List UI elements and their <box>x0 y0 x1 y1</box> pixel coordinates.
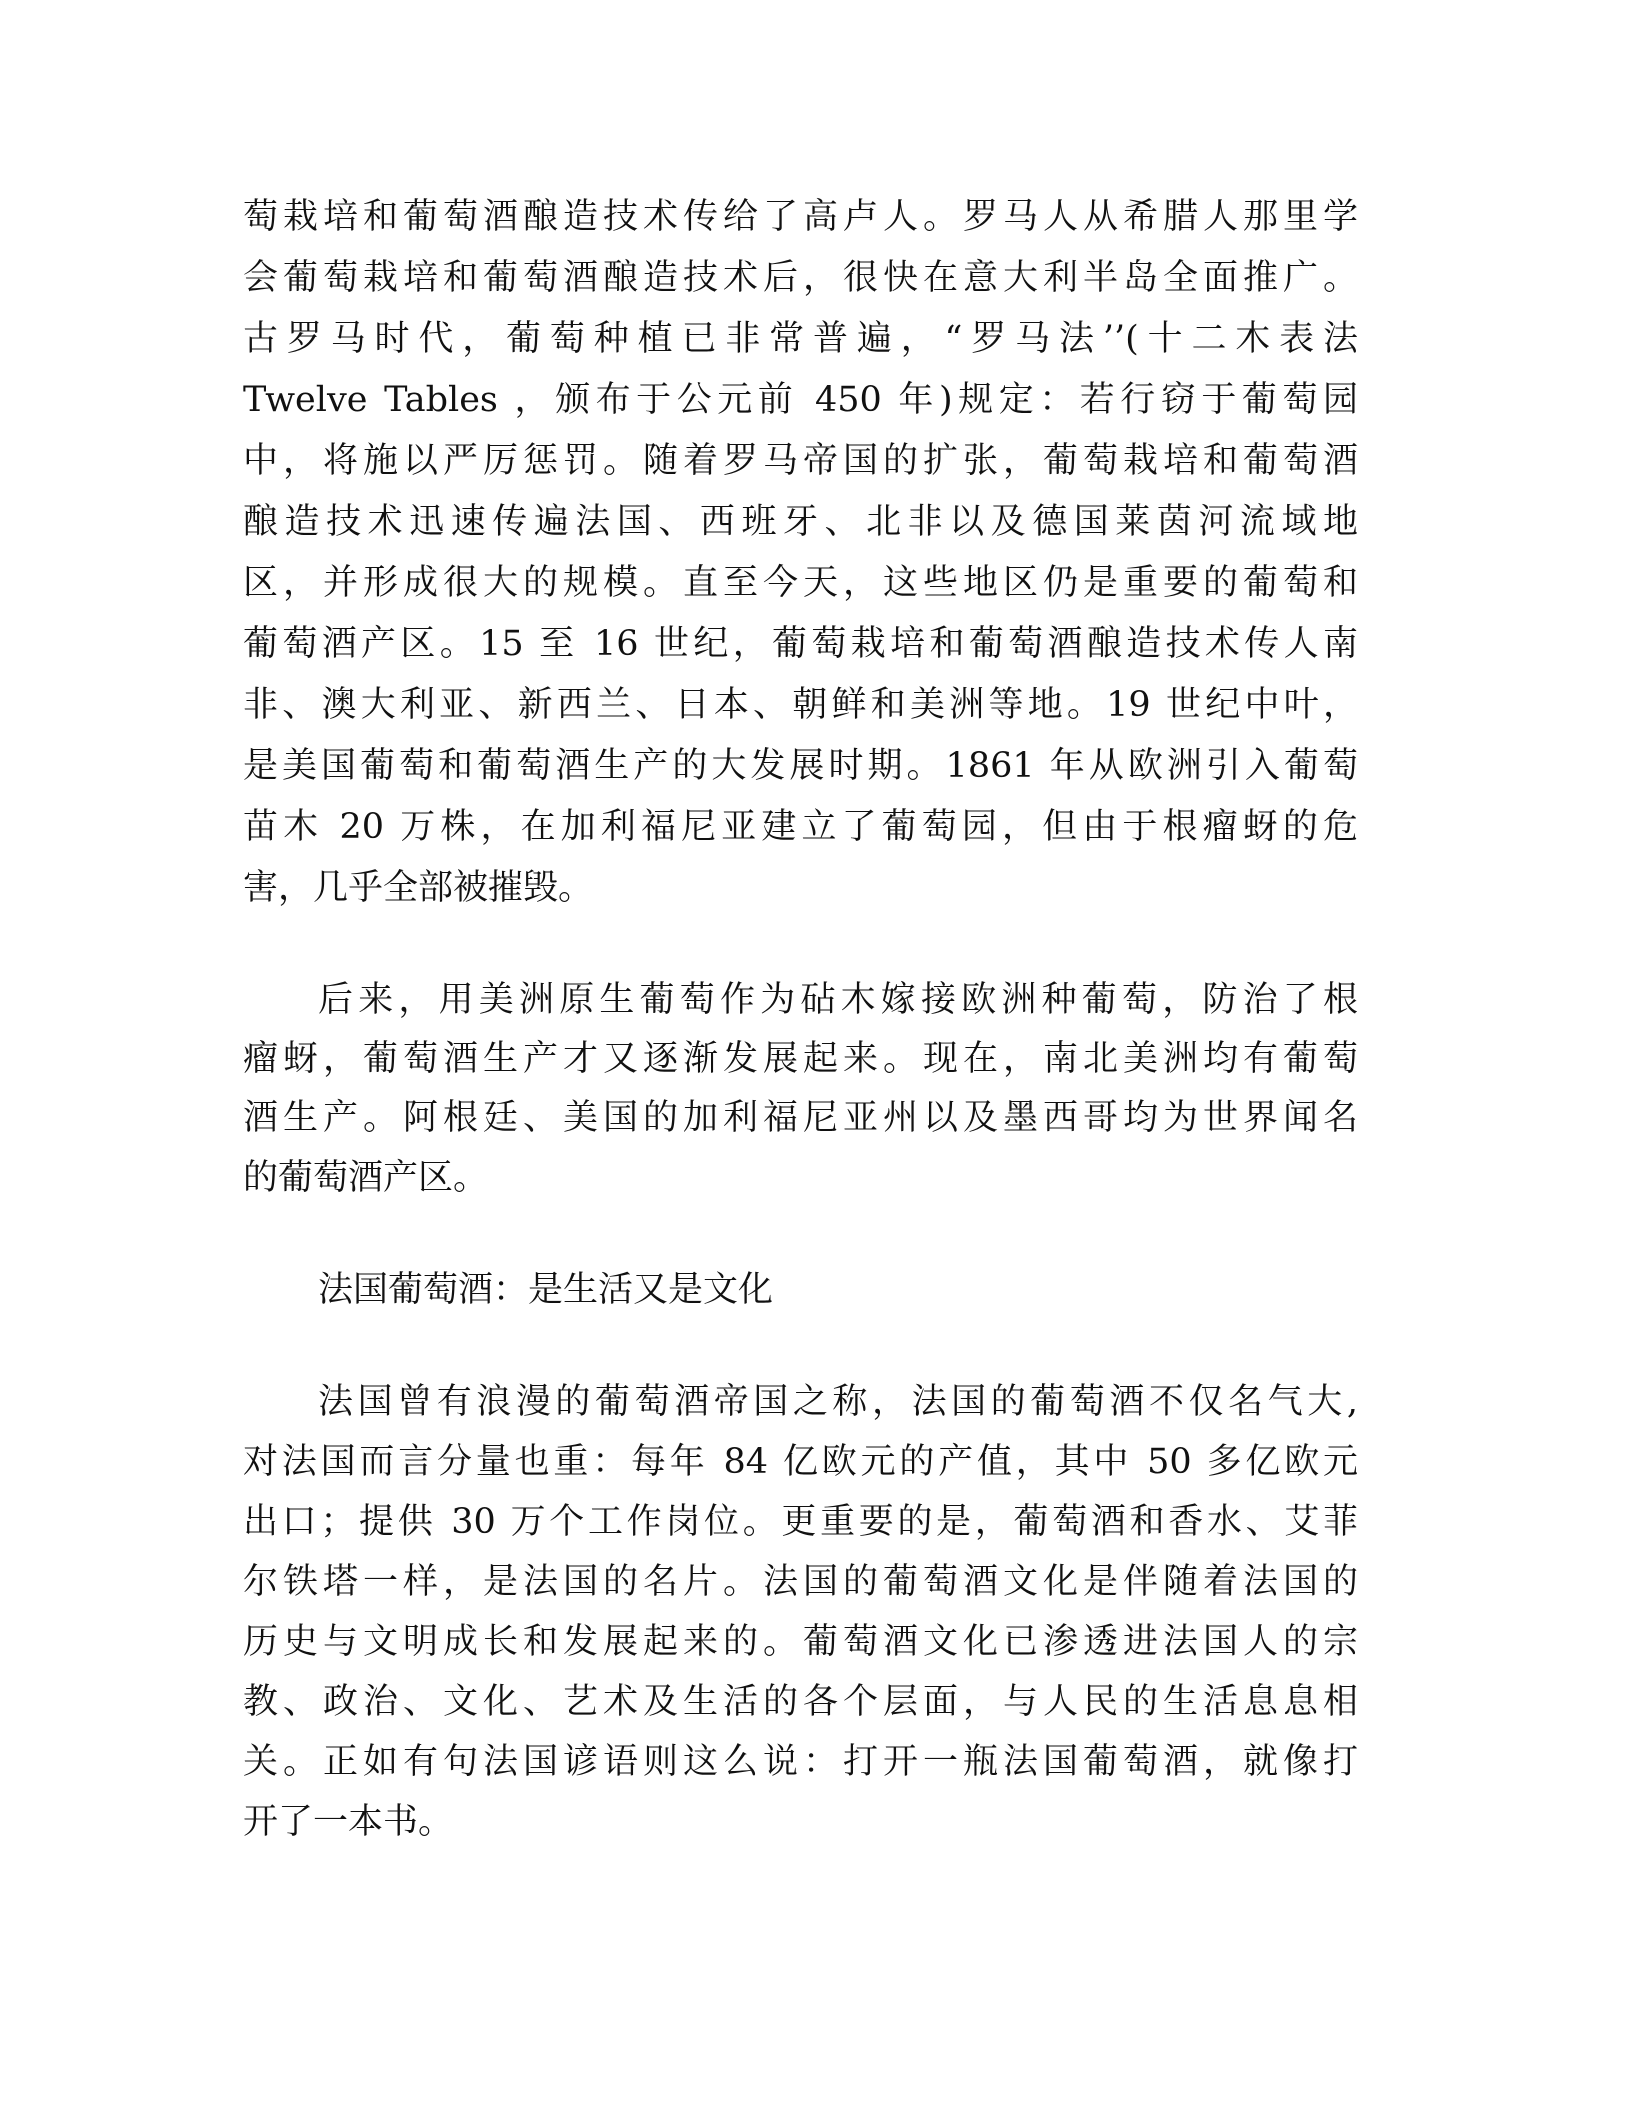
paragraph-line: 教、政治、文化、艺术及生活的各个层面，与人民的生活息息相 <box>243 1682 1358 1722</box>
paragraph-line: 尔铁塔一样，是法国的名片。法国的葡萄酒文化是伴随着法国的 <box>243 1562 1358 1602</box>
paragraph-line: 酿造技术迅速传遍法国、西班牙、北非以及德国莱茵河流域地 <box>243 502 1358 542</box>
paragraph-line: 法国曾有浪漫的葡萄酒帝国之称，法国的葡萄酒不仅名气大, <box>318 1382 1358 1422</box>
paragraph-line: 萄栽培和葡萄酒酿造技术传给了高卢人。罗马人从希腊人那里学 <box>243 197 1358 237</box>
paragraph-line: 苗木 20 万株，在加利福尼亚建立了葡萄园，但由于根瘤蚜的危 <box>243 807 1358 847</box>
paragraph-line: Twelve Tables ，颁布于公元前 450 年)规定：若行窃于葡萄园 <box>243 380 1358 420</box>
paragraph-line: 关。正如有句法国谚语则这么说：打开一瓶法国葡萄酒，就像打 <box>243 1742 1358 1782</box>
paragraph-line: 葡萄酒产区。15 至 16 世纪，葡萄栽培和葡萄酒酿造技术传人南 <box>243 624 1358 664</box>
paragraph-line: 对法国而言分量也重：每年 84 亿欧元的产值，其中 50 多亿欧元 <box>243 1442 1358 1482</box>
paragraph-line: 开了一本书。 <box>243 1802 454 1842</box>
paragraph-line: 酒生产。阿根廷、美国的加利福尼亚州以及墨西哥均为世界闻名 <box>243 1098 1358 1138</box>
paragraph-line: 出口；提供 30 万个工作岗位。更重要的是，葡萄酒和香水、艾菲 <box>243 1502 1358 1542</box>
paragraph-line: 会葡萄栽培和葡萄酒酿造技术后，很快在意大利半岛全面推广。 <box>243 258 1358 298</box>
paragraph-line: 后来，用美洲原生葡萄作为砧木嫁接欧洲种葡萄，防治了根 <box>318 980 1358 1020</box>
paragraph-line: 的葡萄酒产区。 <box>243 1158 489 1198</box>
paragraph-line: 害，几乎全部被摧毁。 <box>243 868 594 908</box>
paragraph-line: 历史与文明成长和发展起来的。葡萄酒文化已渗透进法国人的宗 <box>243 1622 1358 1662</box>
paragraph-line: 是美国葡萄和葡萄酒生产的大发展时期。1861 年从欧洲引入葡萄 <box>243 746 1358 786</box>
section-heading: 法国葡萄酒：是生活又是文化 <box>318 1270 774 1310</box>
paragraph-line: 瘤蚜，葡萄酒生产才又逐渐发展起来。现在，南北美洲均有葡萄 <box>243 1039 1358 1079</box>
paragraph-line: 区，并形成很大的规模。直至今天，这些地区仍是重要的葡萄和 <box>243 563 1358 603</box>
paragraph-line: 非、澳大利亚、新西兰、日本、朝鲜和美洲等地。19 世纪中叶， <box>243 685 1358 725</box>
paragraph-line: 古罗马时代，葡萄种植已非常普遍，“罗马法’’(十二木表法 <box>243 319 1358 359</box>
paragraph-line: 中，将施以严厉惩罚。随着罗马帝国的扩张，葡萄栽培和葡萄酒 <box>243 441 1358 481</box>
